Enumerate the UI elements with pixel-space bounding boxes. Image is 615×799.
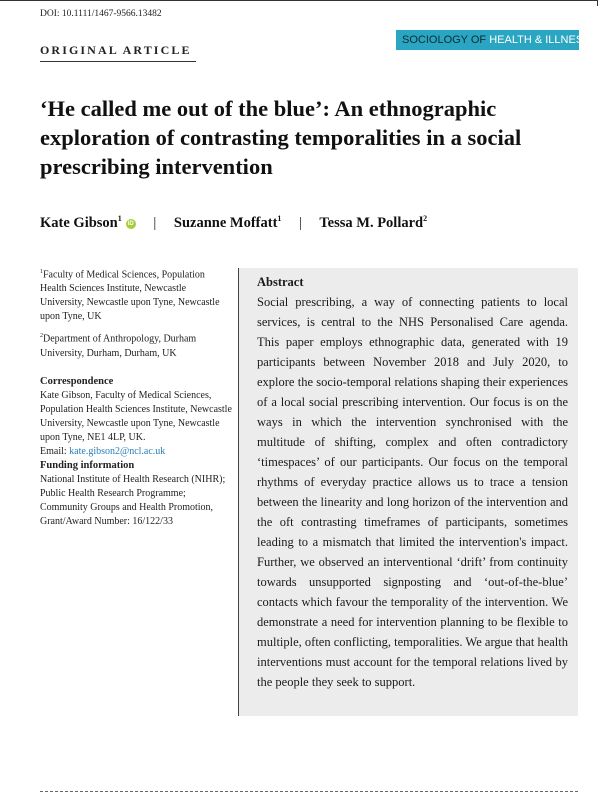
doi: DOI: 10.1111/1467-9566.13482: [40, 9, 162, 19]
author-name[interactable]: Kate Gibson: [40, 214, 118, 231]
author-name[interactable]: Tessa M. Pollard: [319, 214, 424, 231]
correspondence-email: [40, 445, 232, 459]
author-affiliation-mark: 2: [423, 214, 428, 223]
journal-name-part2: HEALTH & ILLNESS: [489, 34, 591, 46]
orcid-icon[interactable]: iD: [127, 220, 134, 227]
correspondence-heading: Correspondence: [40, 375, 114, 387]
article-info-column: [40, 265, 232, 529]
abstract-box: [238, 268, 578, 716]
top-rule: [0, 0, 598, 6]
affiliation-mark: 2: [40, 333, 43, 340]
affiliation: [40, 329, 232, 360]
author-list: [40, 214, 427, 232]
correspondence-text: Kate Gibson, Faculty of Medical Sciences, Population Health Sciences Institute, Newcastle University, Newcastle upon Tyne, Newcastle upon Tyne, NE1 4LP, UK.: [40, 389, 232, 443]
funding-heading: Funding information: [40, 459, 135, 471]
author-separator: |: [153, 214, 157, 231]
author-separator: |: [299, 214, 302, 231]
affiliation-mark: 1: [40, 269, 43, 275]
article-type: ORIGINAL ARTICLE: [40, 43, 192, 57]
funding-text: National Institute of Health Research (NIHR); Public Health Research Programme; Community Groups and Health Promotion, Grant/Award Number: 16/122/33: [40, 473, 226, 527]
affiliation-text: Department of Anthropology, Durham University, Durham, Durham, UK: [40, 333, 197, 359]
author-name[interactable]: Suzanne Moffatt: [173, 214, 278, 231]
journal-badge: [396, 30, 591, 50]
abstract-body: Social prescribing, a way of connecting patients to local services, is central to the NHS Personalised Care agenda. This paper employs ethnographic data, generated with 19 participants between November 2018 and July 2020, to explore the socio-temporal relations shaping their experiences of a local social prescribing intervention. Our focus is on the ways in which the intervention synchronised with the multitude of shifting, complex and often contradictory ‘timespaces’ of our participants. Our focus on the temporal rhythms of everyday practice allows us to trace a tension between the linearity and long horizon of the intervention and the oft contrasting timeframes of participants, sometimes leading to a mismatch that limited the intervention's impact. Further, we observed an interventional ‘drift’ from continuity towards unsupported signposting and ‘out-of-the-blue’ contacts which favour the temporality of the intervention. We demonstrate a need for intervention planning to be flexible to multiple, often conflicting, temporalities. We argue that health interventions must account for the temporal relations lived by the people they seek to support.: [257, 295, 568, 689]
email-link[interactable]: kate.gibson2@ncl.ac.uk: [69, 445, 166, 457]
affiliation: [40, 265, 232, 324]
bottom-rule: [40, 791, 578, 792]
author-affiliation-mark: 1: [277, 214, 282, 223]
article-type-rule: [40, 61, 196, 62]
affiliation-text: Faculty of Medical Sciences, Population Health Sciences Institute, Newcastle University, Newcastle upon Tyne, Newcastle upon Tyne, UK: [40, 269, 220, 323]
author-affiliation-mark: 1: [117, 214, 122, 223]
abstract-heading: Abstract: [257, 275, 304, 289]
page-title: ‘He called me out of the blue’: An ethnographic exploration of contrasting temporalities in a social prescribing intervention: [40, 96, 522, 179]
journal-name-part1: SOCIOLOGY OF: [402, 34, 490, 46]
email-label: Email:: [40, 445, 70, 457]
